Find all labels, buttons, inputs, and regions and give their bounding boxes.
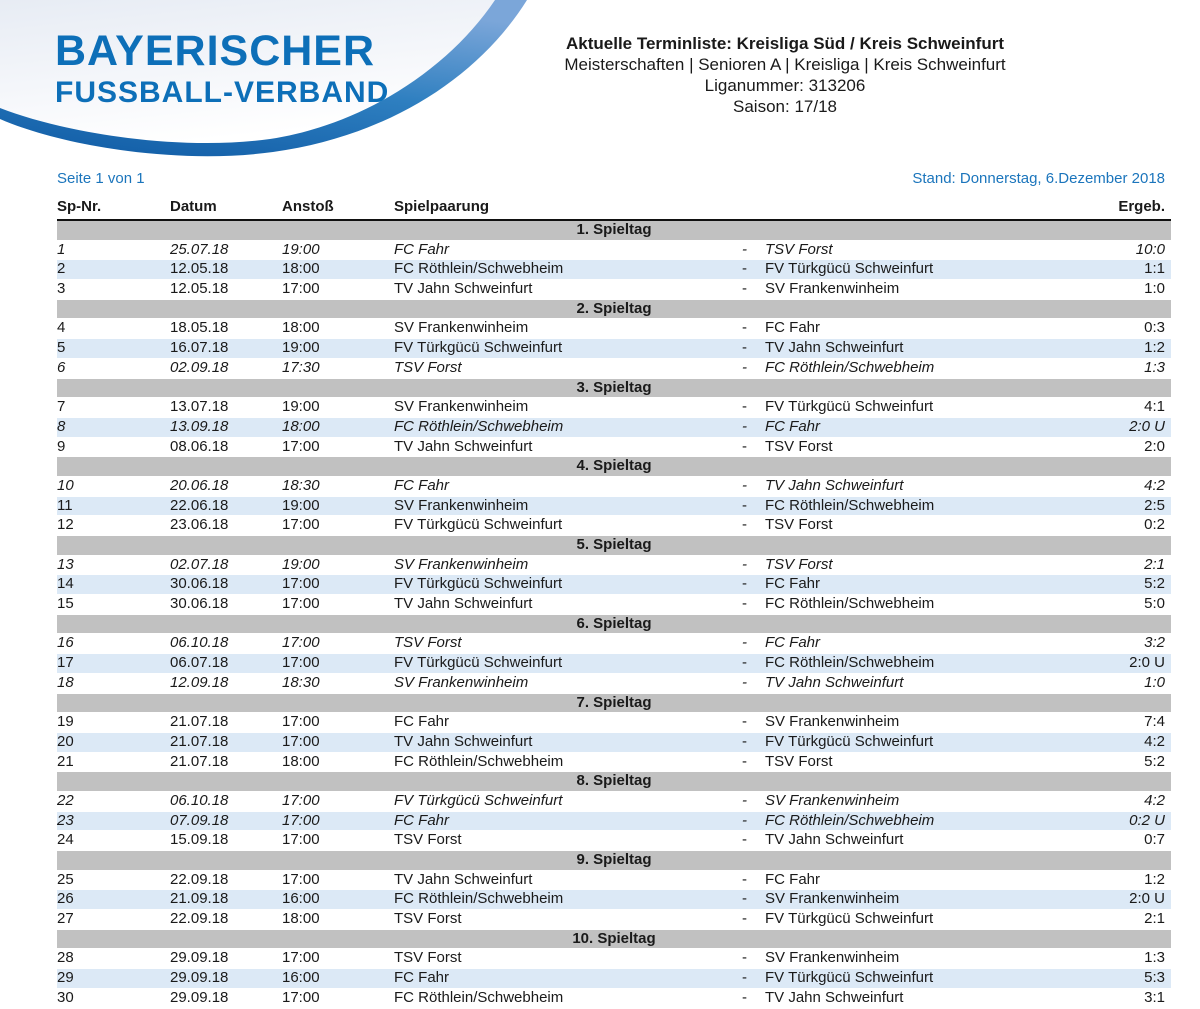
match-number: 21	[57, 752, 74, 770]
match-result: 5:0	[1144, 595, 1165, 613]
match-number: 27	[57, 910, 74, 928]
away-team: FC Röthlein/Schwebheim	[765, 358, 935, 376]
away-team: SV Frankenwinheim	[765, 791, 900, 809]
match-result: 0:7	[1144, 831, 1165, 849]
spieltag-band: 3. Spieltag	[57, 379, 1171, 399]
away-team: FV Türkgücü Schweinfurt	[765, 910, 934, 928]
home-team: TV Jahn Schweinfurt	[394, 280, 533, 298]
match-number: 20	[57, 732, 74, 750]
match-number: 17	[57, 654, 74, 672]
match-time: 18:00	[282, 319, 320, 337]
home-team: FC Röthlein/Schwebheim	[394, 988, 564, 1006]
pairing-separator: -	[742, 890, 747, 908]
match-date: 06.10.18	[170, 791, 229, 809]
match-time: 18:00	[282, 417, 320, 435]
schedule-table	[57, 198, 1171, 1009]
pairing-separator: -	[742, 319, 747, 337]
match-time: 19:00	[282, 339, 320, 357]
pairing-separator: -	[742, 417, 747, 435]
table-row	[57, 812, 1171, 832]
table-row	[57, 575, 1171, 595]
away-team: FC Röthlein/Schwebheim	[765, 595, 935, 613]
match-number: 12	[57, 516, 74, 534]
home-team: SV Frankenwinheim	[394, 496, 529, 514]
home-team: TV Jahn Schweinfurt	[394, 437, 533, 455]
home-team: FV Türkgücü Schweinfurt	[394, 339, 563, 357]
match-result: 3:2	[1144, 634, 1165, 652]
match-time: 17:00	[282, 870, 320, 888]
table-row	[57, 398, 1171, 418]
match-time: 18:00	[282, 752, 320, 770]
match-date: 29.09.18	[170, 949, 229, 967]
match-result: 3:1	[1144, 988, 1165, 1006]
spieltag-band: 4. Spieltag	[57, 457, 1171, 477]
home-team: TV Jahn Schweinfurt	[394, 595, 533, 613]
away-team: FC Fahr	[765, 417, 821, 435]
match-number: 8	[57, 417, 66, 435]
away-team: FV Türkgücü Schweinfurt	[765, 260, 934, 278]
spieltag-band: 10. Spieltag	[57, 930, 1171, 950]
match-number: 1	[57, 240, 66, 258]
match-number: 28	[57, 949, 74, 967]
table-body	[57, 221, 1171, 1009]
match-time: 17:00	[282, 437, 320, 455]
table-row	[57, 674, 1171, 694]
match-result: 0:3	[1144, 319, 1165, 337]
home-team: SV Frankenwinheim	[394, 673, 529, 691]
away-team: TSV Forst	[765, 437, 833, 455]
table-row	[57, 241, 1171, 261]
home-team: SV Frankenwinheim	[394, 555, 529, 573]
spieltag-band: 8. Spieltag	[57, 772, 1171, 792]
table-row	[57, 556, 1171, 576]
match-result: 2:5	[1144, 496, 1165, 514]
match-time: 17:00	[282, 831, 320, 849]
match-time: 17:00	[282, 713, 320, 731]
table-row	[57, 497, 1171, 517]
spieltag-band: 2. Spieltag	[57, 300, 1171, 320]
spieltag-band: 6. Spieltag	[57, 615, 1171, 635]
match-date: 23.06.18	[170, 516, 229, 534]
match-number: 19	[57, 713, 74, 731]
match-date: 25.07.18	[170, 240, 229, 258]
match-number: 22	[57, 791, 74, 809]
pairing-separator: -	[742, 791, 747, 809]
table-row	[57, 871, 1171, 891]
match-number: 29	[57, 969, 74, 987]
match-number: 30	[57, 988, 74, 1006]
match-date: 02.07.18	[170, 555, 229, 573]
match-date: 20.06.18	[170, 476, 229, 494]
match-time: 18:30	[282, 476, 320, 494]
pairing-separator: -	[742, 969, 747, 987]
match-time: 18:30	[282, 673, 320, 691]
away-team: SV Frankenwinheim	[765, 890, 900, 908]
away-team: FC Röthlein/Schwebheim	[765, 654, 935, 672]
home-team: FC Fahr	[394, 476, 450, 494]
match-date: 21.07.18	[170, 713, 229, 731]
match-number: 3	[57, 280, 66, 298]
away-team: TV Jahn Schweinfurt	[765, 476, 904, 494]
match-time: 17:00	[282, 791, 320, 809]
pairing-separator: -	[742, 654, 747, 672]
away-team: TSV Forst	[765, 555, 833, 573]
match-number: 6	[57, 358, 66, 376]
pairing-separator: -	[742, 634, 747, 652]
meta-line	[57, 170, 1171, 187]
match-result: 2:0 U	[1129, 654, 1165, 672]
table-row	[57, 260, 1171, 280]
home-team: FV Türkgücü Schweinfurt	[394, 575, 563, 593]
pairing-separator: -	[742, 476, 747, 494]
away-team: TV Jahn Schweinfurt	[765, 988, 904, 1006]
stand-date: Stand: Donnerstag, 6.Dezember 2018	[912, 170, 1165, 187]
match-time: 19:00	[282, 398, 320, 416]
away-team: TV Jahn Schweinfurt	[765, 831, 904, 849]
col-header-datum: Datum	[170, 198, 217, 215]
match-number: 5	[57, 339, 66, 357]
away-team: FV Türkgücü Schweinfurt	[765, 969, 934, 987]
match-result: 4:2	[1144, 791, 1165, 809]
match-number: 14	[57, 575, 74, 593]
match-result: 0:2	[1144, 516, 1165, 534]
match-time: 16:00	[282, 969, 320, 987]
spieltag-band: 1. Spieltag	[57, 221, 1171, 241]
pairing-separator: -	[742, 949, 747, 967]
pairing-separator: -	[742, 575, 747, 593]
match-time: 17:00	[282, 595, 320, 613]
pairing-separator: -	[742, 240, 747, 258]
pairing-separator: -	[742, 358, 747, 376]
spieltag-band: 9. Spieltag	[57, 851, 1171, 871]
col-header-anstoss: Anstoß	[282, 198, 334, 215]
col-header-ergeb: Ergeb.	[1118, 198, 1165, 215]
match-date: 12.09.18	[170, 673, 229, 691]
col-header-spnr: Sp-Nr.	[57, 198, 102, 215]
away-team: FC Fahr	[765, 870, 821, 888]
match-result: 2:0 U	[1129, 417, 1165, 435]
match-date: 16.07.18	[170, 339, 229, 357]
report-header-info	[540, 33, 1030, 117]
home-team: FC Röthlein/Schwebheim	[394, 260, 564, 278]
table-row	[57, 477, 1171, 497]
match-date: 30.06.18	[170, 575, 229, 593]
match-date: 12.05.18	[170, 260, 229, 278]
home-team: FV Türkgücü Schweinfurt	[394, 654, 563, 672]
away-team: FV Türkgücü Schweinfurt	[765, 732, 934, 750]
pairing-separator: -	[742, 713, 747, 731]
match-date: 30.06.18	[170, 595, 229, 613]
table-row	[57, 910, 1171, 930]
home-team: TSV Forst	[394, 634, 462, 652]
match-date: 18.05.18	[170, 319, 229, 337]
logo-line1: BAYERISCHER	[55, 27, 376, 75]
match-number: 25	[57, 870, 74, 888]
match-time: 19:00	[282, 240, 320, 258]
col-header-spacer	[742, 198, 765, 215]
home-team: SV Frankenwinheim	[394, 319, 529, 337]
match-time: 17:00	[282, 280, 320, 298]
match-number: 18	[57, 673, 74, 691]
pairing-separator: -	[742, 339, 747, 357]
table-row	[57, 949, 1171, 969]
pairing-separator: -	[742, 752, 747, 770]
pairing-separator: -	[742, 516, 747, 534]
match-number: 9	[57, 437, 66, 455]
table-row	[57, 280, 1171, 300]
match-number: 13	[57, 555, 74, 573]
home-team: FC Röthlein/Schwebheim	[394, 890, 564, 908]
away-team: SV Frankenwinheim	[765, 280, 900, 298]
pairing-separator: -	[742, 910, 747, 928]
match-result: 2:0 U	[1129, 890, 1165, 908]
table-row	[57, 733, 1171, 753]
match-date: 13.09.18	[170, 417, 229, 435]
table-row	[57, 339, 1171, 359]
match-result: 5:2	[1144, 752, 1165, 770]
match-date: 12.05.18	[170, 280, 229, 298]
col-header-spielpaarung: Spielpaarung	[394, 198, 490, 215]
home-team: FV Türkgücü Schweinfurt	[394, 516, 563, 534]
match-date: 21.07.18	[170, 752, 229, 770]
match-date: 22.06.18	[170, 496, 229, 514]
match-number: 11	[57, 496, 73, 514]
match-date: 02.09.18	[170, 358, 229, 376]
match-result: 10:0	[1135, 240, 1165, 258]
spieltag-band: 7. Spieltag	[57, 694, 1171, 714]
match-date: 21.07.18	[170, 732, 229, 750]
table-row	[57, 359, 1171, 379]
table-row	[57, 319, 1171, 339]
match-time: 19:00	[282, 496, 320, 514]
pairing-separator: -	[742, 437, 747, 455]
match-date: 06.10.18	[170, 634, 229, 652]
pairing-separator: -	[742, 988, 747, 1006]
liganummer: Liganummer: 313206	[704, 76, 866, 95]
match-time: 17:00	[282, 634, 320, 652]
match-number: 10	[57, 476, 74, 494]
match-result: 1:0	[1144, 673, 1165, 691]
away-team: SV Frankenwinheim	[765, 949, 900, 967]
match-time: 17:00	[282, 988, 320, 1006]
match-number: 23	[57, 811, 74, 829]
home-team: FC Röthlein/Schwebheim	[394, 752, 564, 770]
match-result: 1:0	[1144, 280, 1165, 298]
pairing-separator: -	[742, 870, 747, 888]
match-date: 06.07.18	[170, 654, 229, 672]
match-time: 16:00	[282, 890, 320, 908]
match-result: 7:4	[1144, 713, 1165, 731]
table-row	[57, 595, 1171, 615]
home-team: FV Türkgücü Schweinfurt	[394, 791, 563, 809]
table-row	[57, 438, 1171, 458]
table-row	[57, 713, 1171, 733]
match-time: 17:00	[282, 654, 320, 672]
match-result: 2:1	[1144, 555, 1165, 573]
match-number: 26	[57, 890, 74, 908]
away-team: TSV Forst	[765, 516, 833, 534]
home-team: TV Jahn Schweinfurt	[394, 732, 533, 750]
col-header-spacer2	[765, 198, 1103, 215]
away-team: FC Röthlein/Schwebheim	[765, 811, 935, 829]
match-result: 2:0	[1144, 437, 1165, 455]
match-result: 4:1	[1144, 398, 1165, 416]
match-result: 4:2	[1144, 476, 1165, 494]
table-row	[57, 792, 1171, 812]
logo-line2: FUSSBALL-VERBAND	[55, 76, 390, 109]
match-time: 19:00	[282, 555, 320, 573]
home-team: FC Fahr	[394, 713, 450, 731]
bfv-logo	[55, 27, 390, 109]
away-team: FC Fahr	[765, 634, 821, 652]
home-team: FC Fahr	[394, 811, 450, 829]
match-result: 1:1	[1144, 260, 1165, 278]
pairing-separator: -	[742, 260, 747, 278]
match-time: 17:00	[282, 732, 320, 750]
match-number: 2	[57, 260, 66, 278]
match-date: 21.09.18	[170, 890, 229, 908]
saison: Saison: 17/18	[733, 97, 837, 116]
match-result: 1:2	[1144, 870, 1165, 888]
match-number: 4	[57, 319, 66, 337]
away-team: FV Türkgücü Schweinfurt	[765, 398, 934, 416]
match-result: 1:3	[1144, 358, 1165, 376]
match-time: 17:00	[282, 575, 320, 593]
away-team: TV Jahn Schweinfurt	[765, 339, 904, 357]
match-time: 17:30	[282, 358, 320, 376]
table-row	[57, 418, 1171, 438]
pairing-separator: -	[742, 811, 747, 829]
table-row	[57, 831, 1171, 851]
table-row	[57, 890, 1171, 910]
table-row	[57, 969, 1171, 989]
pairing-separator: -	[742, 398, 747, 416]
pairing-separator: -	[742, 555, 747, 573]
table-row	[57, 516, 1171, 536]
away-team: FC Röthlein/Schwebheim	[765, 496, 935, 514]
match-date: 07.09.18	[170, 811, 229, 829]
home-team: TSV Forst	[394, 358, 462, 376]
match-number: 24	[57, 831, 74, 849]
match-result: 5:2	[1144, 575, 1165, 593]
match-time: 18:00	[282, 260, 320, 278]
pairing-separator: -	[742, 595, 747, 613]
match-date: 22.09.18	[170, 910, 229, 928]
home-team: SV Frankenwinheim	[394, 398, 529, 416]
pairing-separator: -	[742, 732, 747, 750]
table-row	[57, 654, 1171, 674]
pairing-separator: -	[742, 496, 747, 514]
home-team: TSV Forst	[394, 910, 462, 928]
table-row	[57, 634, 1171, 654]
report-subtitle: Meisterschaften | Senioren A | Kreisliga | Kreis Schweinfurt	[564, 55, 1006, 74]
match-number: 16	[57, 634, 74, 652]
match-date: 22.09.18	[170, 870, 229, 888]
away-team: FC Fahr	[765, 575, 821, 593]
match-time: 17:00	[282, 516, 320, 534]
spieltag-band: 5. Spieltag	[57, 536, 1171, 556]
home-team: TSV Forst	[394, 831, 462, 849]
away-team: TSV Forst	[765, 240, 833, 258]
away-team: FC Fahr	[765, 319, 821, 337]
page-indicator: Seite 1 von 1	[57, 170, 145, 187]
match-time: 17:00	[282, 811, 320, 829]
match-time: 17:00	[282, 949, 320, 967]
table-row	[57, 753, 1171, 773]
pairing-separator: -	[742, 831, 747, 849]
home-team: FC Fahr	[394, 969, 450, 987]
match-date: 15.09.18	[170, 831, 229, 849]
match-result: 5:3	[1144, 969, 1165, 987]
match-number: 15	[57, 595, 74, 613]
away-team: TV Jahn Schweinfurt	[765, 673, 904, 691]
match-date: 13.07.18	[170, 398, 229, 416]
table-header-row	[57, 198, 1171, 221]
match-result: 1:2	[1144, 339, 1165, 357]
match-date: 29.09.18	[170, 988, 229, 1006]
pairing-separator: -	[742, 280, 747, 298]
document-header	[0, 0, 1200, 160]
match-number: 7	[57, 398, 66, 416]
match-result: 2:1	[1144, 910, 1165, 928]
pairing-separator: -	[742, 673, 747, 691]
report-title: Aktuelle Terminliste: Kreisliga Süd / Kreis Schweinfurt	[565, 34, 1004, 53]
match-result: 4:2	[1144, 732, 1165, 750]
match-time: 18:00	[282, 910, 320, 928]
away-team: TSV Forst	[765, 752, 833, 770]
home-team: TSV Forst	[394, 949, 462, 967]
match-date: 29.09.18	[170, 969, 229, 987]
home-team: FC Röthlein/Schwebheim	[394, 417, 564, 435]
home-team: TV Jahn Schweinfurt	[394, 870, 533, 888]
match-date: 08.06.18	[170, 437, 229, 455]
home-team: FC Fahr	[394, 240, 450, 258]
match-result: 1:3	[1144, 949, 1165, 967]
match-result: 0:2 U	[1129, 811, 1165, 829]
away-team: SV Frankenwinheim	[765, 713, 900, 731]
